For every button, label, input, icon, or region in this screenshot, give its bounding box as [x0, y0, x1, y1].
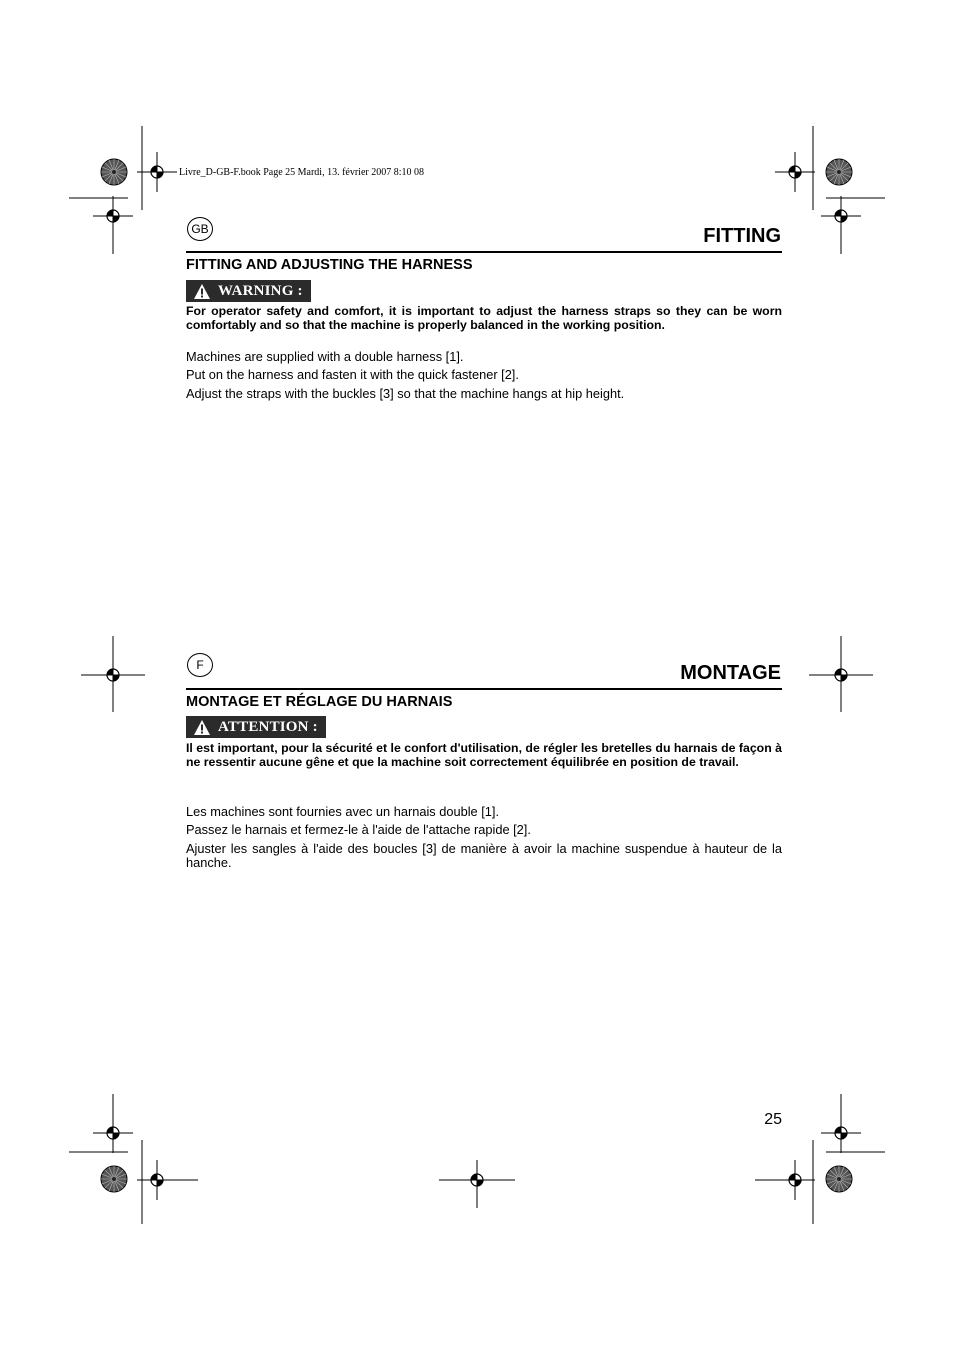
language-badge-f: F — [187, 653, 213, 677]
section-title-fitting: FITTING — [703, 225, 781, 247]
warning-label — [186, 280, 311, 302]
paragraph: Ajuster les sangles à l'aide des boucles [3] de manière à avoir la machine suspendue à hauteur de la hanche. — [186, 841, 782, 870]
paragraph: Machines are supplied with a double harness [1]. — [186, 349, 464, 364]
section-title-montage: MONTAGE — [680, 662, 781, 684]
paragraph: Passez le harnais et fermez-le à l'aide de l'attache rapide [2]. — [186, 822, 531, 837]
warning-label-text: WARNING : — [218, 282, 303, 299]
warning-text: For operator safety and comfort, it is important to adjust the harness straps so they can be worn comfortably and so that the machine is properly balanced in the working position. — [186, 304, 782, 332]
print-info-header: Livre_D-GB-F.book Page 25 Mardi, 13. février 2007 8:10 08 — [179, 167, 424, 178]
subheading-montage-harnais: MONTAGE ET RÉGLAGE DU HARNAIS — [186, 694, 453, 710]
subheading-fitting-harness: FITTING AND ADJUSTING THE HARNESS — [186, 257, 473, 273]
warning-triangle-icon — [193, 719, 211, 736]
attention-text: Il est important, pour la sécurité et le confort d'utilisation, de régler les bretelles du harnais de façon à ne ressentir aucune gêne et que la machine soit correctement équilibrée en position de travail. — [186, 741, 782, 769]
section-rule — [186, 688, 782, 690]
paragraph: Adjust the straps with the buckles [3] so that the machine hangs at hip height. — [186, 386, 625, 401]
paragraph: Les machines sont fournies avec un harnais double [1]. — [186, 804, 500, 819]
warning-triangle-icon — [193, 283, 211, 300]
language-badge-gb: GB — [187, 217, 213, 241]
attention-label-text: ATTENTION : — [218, 718, 318, 735]
attention-label — [186, 716, 326, 738]
section-rule — [186, 251, 782, 253]
paragraph: Put on the harness and fasten it with the quick fastener [2]. — [186, 367, 519, 382]
page-number: 25 — [764, 1111, 782, 1128]
